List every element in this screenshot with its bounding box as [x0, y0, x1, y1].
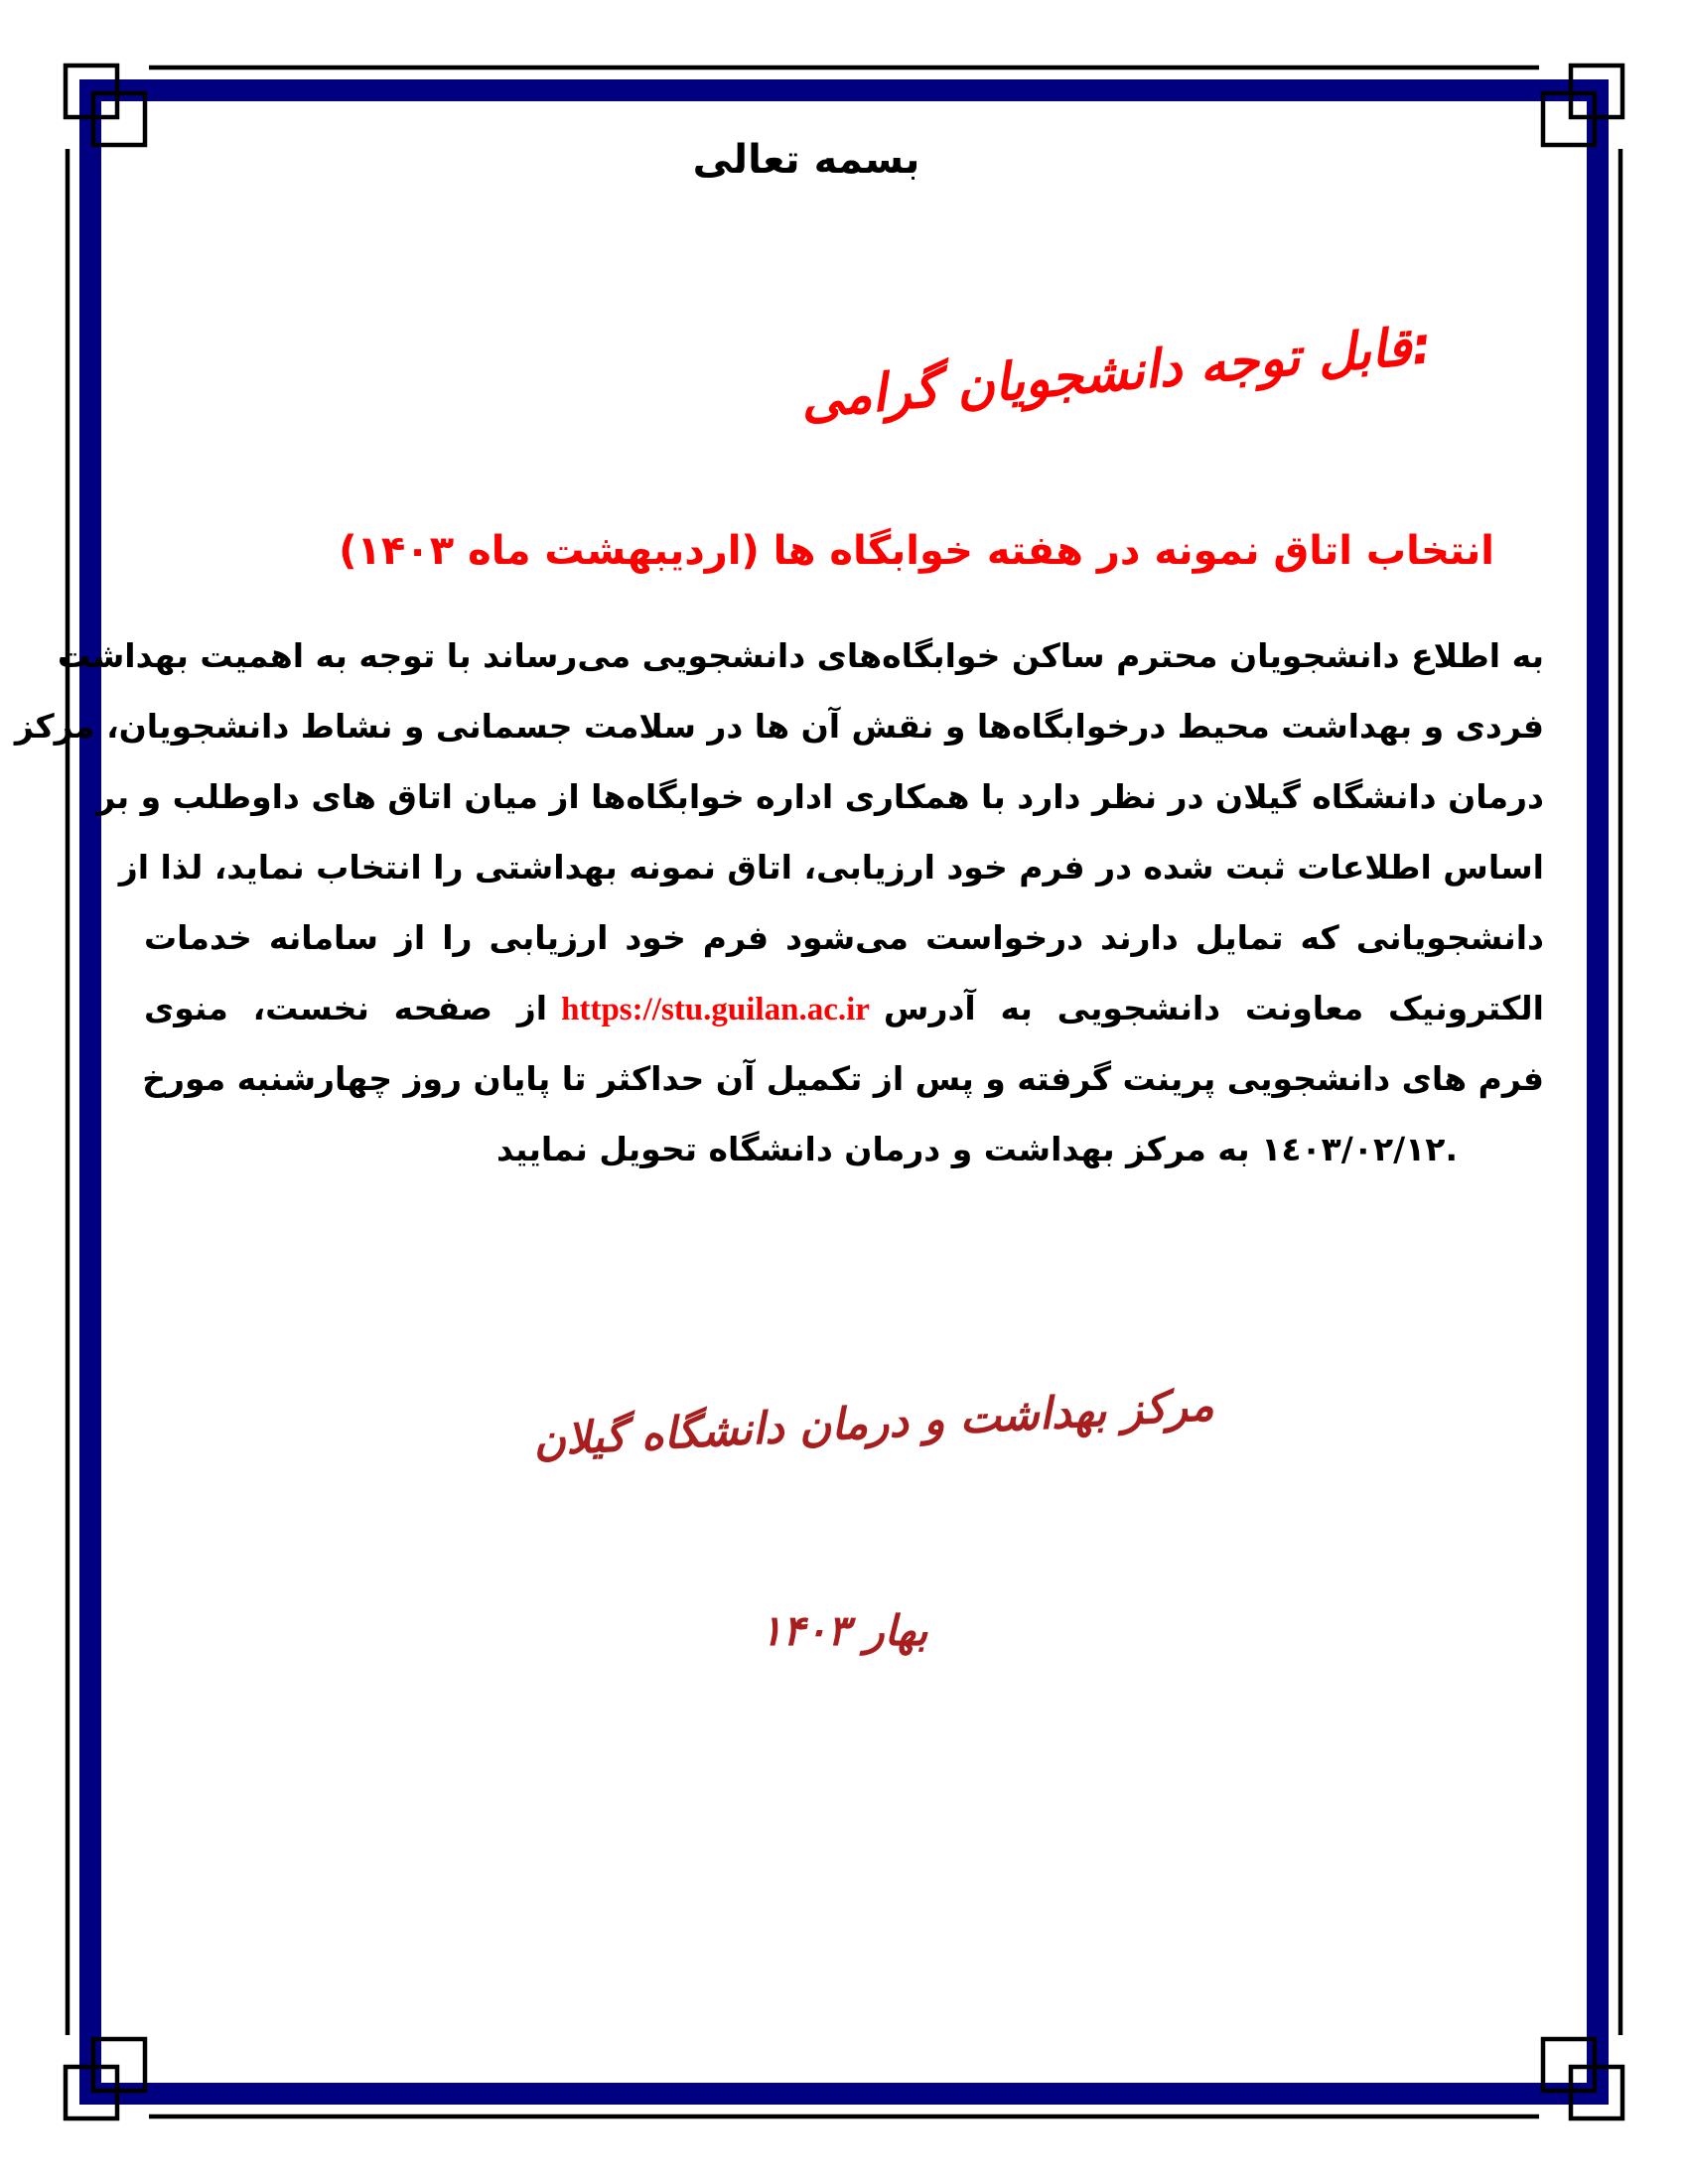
- body-line: درمان دانشگاه گیلان در نظر دارد با همکاری اداره خوابگاه‌ها از میان اتاق های داوطلب و بر: [96, 777, 1544, 816]
- season-date: بهار ۱۴۰۳: [760, 1606, 928, 1655]
- announcement-body: [14, 620, 1544, 1184]
- portal-link[interactable]: https://stu.guilan.ac.ir: [561, 992, 870, 1027]
- signature-calligraphy: مرکز بهداشت و درمان دانشگاه گیلان: [532, 1380, 1215, 1466]
- body-line: دانشجویانی که تمایل دارند درخواست می‌شود فرم خود ارزیابی را از سامانه خدمات: [144, 918, 1544, 957]
- corner-ornament-top-left: [66, 66, 145, 145]
- body-line: اساس اطلاعات ثبت شده در فرم خود ارزیابی، اتاق نمونه بهداشتی را انتخاب نماید، لذا از: [118, 848, 1544, 887]
- attention-calligraphy: قابل توجه دانشجویان گرامی:: [798, 316, 1435, 431]
- corner-ornament-top-right: [1543, 66, 1622, 145]
- announcement-title: انتخاب اتاق نمونه در هفته خوابگاه ها (اردیبهشت ماه ۱۴۰۳): [339, 528, 1494, 574]
- url-line-before: الکترونیک معاونت دانشجویی به آدرس: [883, 989, 1544, 1027]
- body-line: به اطلاع دانشجویان محترم ساکن خوابگاه‌های دانشجویی می‌رساند با توجه به اهمیت بهداشت: [57, 636, 1544, 675]
- corner-ornament-bottom-right: [1543, 2039, 1622, 2118]
- corner-ornament-bottom-left: [66, 2039, 145, 2118]
- body-line-with-url: [144, 973, 1544, 1043]
- body-line-deadline: ١٤٠٣/٠٢/١٢ به مرکز بهداشت و درمان دانشگاه تحویل نمایید.: [496, 1130, 1458, 1168]
- body-line: فردی و بهداشت محیط درخوابگاه‌ها و نقش آن ها در سلامت جسمانی و نشاط دانشجویان، مرکز: [14, 707, 1544, 746]
- url-line-after: از صفحه نخست، منوی: [144, 989, 548, 1027]
- bismillah-heading: بسمه تعالی: [692, 137, 920, 183]
- body-line: فرم های دانشجویی پرینت گرفته و پس از تکمیل آن حداکثر تا پایان روز چهارشنبه مورخ: [142, 1059, 1544, 1098]
